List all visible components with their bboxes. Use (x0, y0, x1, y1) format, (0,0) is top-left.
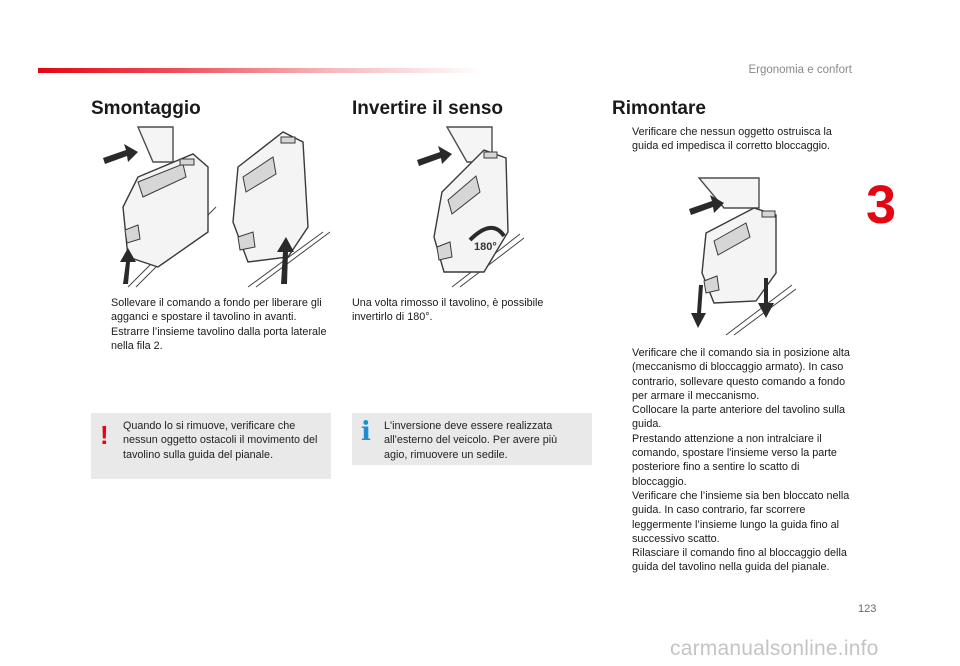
list-item: Sollevare il comando a fondo per liberare gli agganci e spostare il tavolino in avanti. (111, 297, 322, 324)
warning-note (91, 413, 331, 479)
info-text: L'inversione deve essere realizzata all'esterno del veicolo. Per avere più agio, rimuovere un sedile. (384, 420, 558, 461)
info-icon: i (361, 417, 371, 447)
list-item: Verificare che l’insieme sia ben bloccato nella guida. In caso contrario, far scorrere leggermente l’insieme lungo la guida fino al successivo scatto. (632, 489, 850, 545)
slide-back-arrow (691, 285, 706, 328)
heading-invertire: Invertire il senso (352, 98, 504, 119)
warning-text: Quando lo si rimuove, verificare che nessun oggetto ostacoli il movimento del tavolino sulla guida del pianale. (123, 420, 318, 461)
forward-arrow (103, 144, 138, 164)
heading-rimontare: Rimontare (612, 98, 706, 119)
chapter-number: 3 (866, 175, 897, 235)
rimontare-precheck (612, 125, 852, 154)
watermark-text: carmanualsonline.info (670, 637, 879, 660)
list-item: Prestando attenzione a non intralciare il comando, spostare l'insieme verso la parte posteriore fino a sentire lo scatto di bloccaggio. (632, 432, 837, 488)
header-accent-bar (38, 68, 483, 73)
section-label: Ergonomia e confort (748, 64, 852, 76)
page-number: 123 (858, 603, 877, 615)
table-unit-sliding (123, 127, 208, 267)
smontaggio-steps (91, 296, 331, 353)
heading-smontaggio: Smontaggio (91, 98, 201, 119)
illustration-smontaggio (98, 122, 330, 290)
illustration-rimontare (684, 173, 796, 338)
rotation-label: 180° (474, 241, 497, 253)
list-item: Collocare la parte anteriore del tavolino sulla guida. (632, 404, 846, 431)
info-note (352, 413, 592, 465)
list-item: Verificare che nessun oggetto ostruisca la guida ed impedisca il corretto bloccaggio. (632, 126, 832, 153)
warning-icon: ! (100, 420, 109, 450)
rimontare-steps (612, 346, 855, 575)
forward-arrow (417, 146, 452, 166)
table-unit-lifting (233, 132, 308, 262)
list-item: Rilasciare il comando fino al bloccaggio della guida del tavolino nella guida del pianale. (632, 547, 847, 574)
invertire-paragraph: Una volta rimosso il tavolino, è possibile invertirlo di 180°. (352, 297, 544, 324)
illustration-invertire (412, 122, 524, 290)
table-unit-rotated (434, 127, 508, 272)
list-item: Verificare che il comando sia in posizione alta (meccanismo di bloccaggio armato). In caso contrario, sollevare questo comando a fondo per armare il meccanismo. (632, 347, 850, 402)
list-item: Estrarre l’insieme tavolino dalla porta laterale nella fila 2. (111, 325, 327, 352)
